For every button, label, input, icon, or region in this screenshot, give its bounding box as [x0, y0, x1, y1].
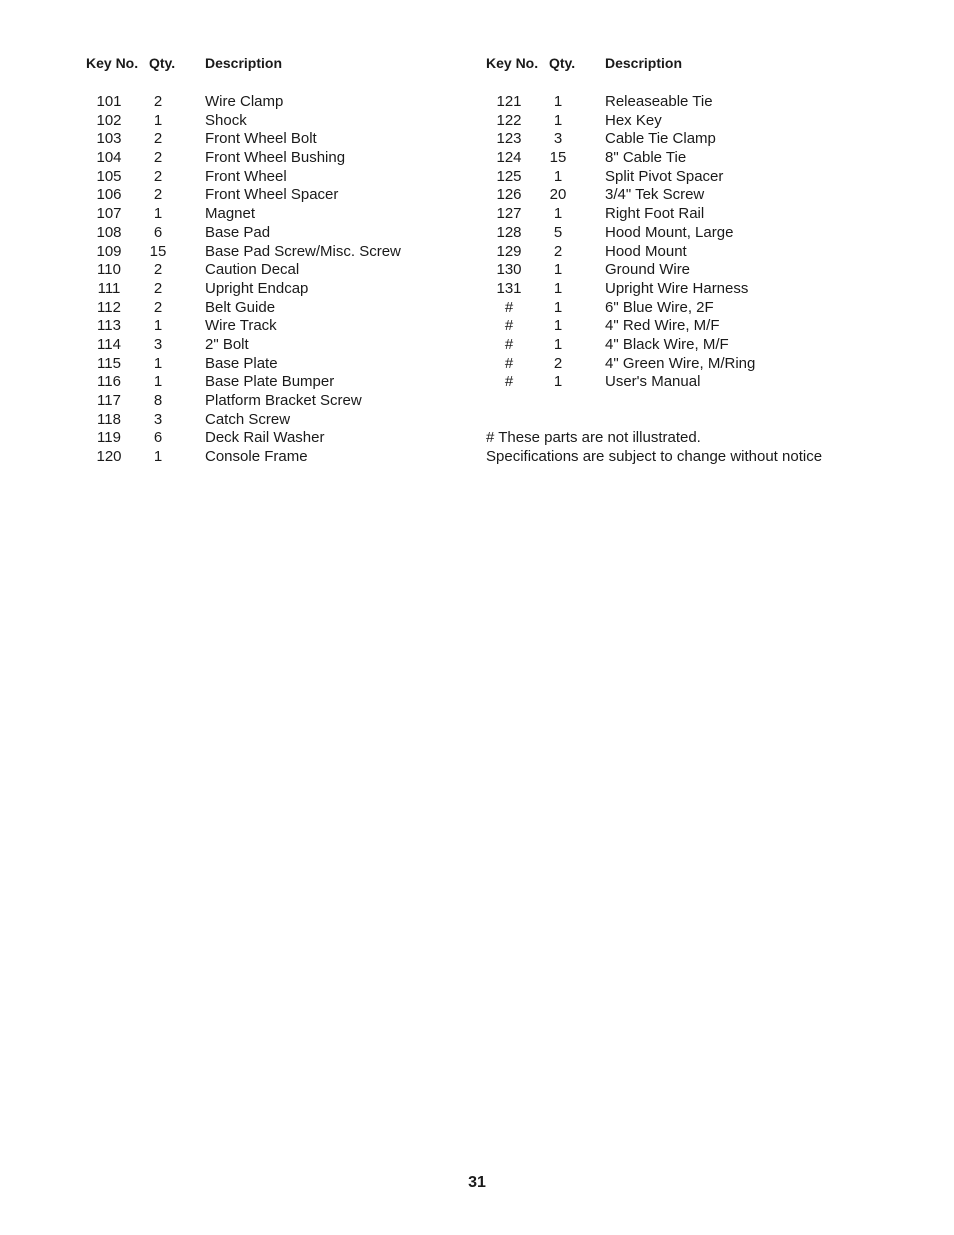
part-qty: 2	[553, 242, 563, 260]
part-description: 4" Green Wire, M/Ring	[605, 354, 756, 372]
part-key-no: 125	[496, 167, 522, 185]
part-description: Upright Wire Harness	[605, 279, 749, 297]
part-qty: 1	[553, 261, 563, 279]
part-qty: 1	[153, 317, 163, 335]
part-key-no: 116	[97, 373, 121, 391]
part-description: Right Foot Rail	[605, 205, 705, 223]
part-qty: 8	[153, 392, 163, 409]
part-key-no: 117	[97, 392, 121, 409]
part-qty: 6	[153, 429, 163, 447]
part-qty: 1	[553, 111, 563, 129]
part-qty: 20	[549, 186, 567, 204]
part-qty: 2	[153, 93, 163, 110]
part-key-no: 129	[496, 242, 522, 260]
part-key-no: #	[504, 354, 514, 372]
header-key-no: Key No.	[86, 55, 139, 71]
part-key-no: 105	[96, 167, 122, 185]
part-qty: 2	[153, 130, 163, 148]
part-description: Upright Endcap	[205, 279, 309, 297]
part-description: 4" Black Wire, M/F	[605, 335, 729, 353]
part-key-no: 126	[496, 186, 522, 204]
part-description: Ground Wire	[605, 261, 691, 279]
part-description: Platform Bracket Screw	[205, 392, 362, 409]
part-description: Split Pivot Spacer	[605, 167, 724, 185]
part-description: 3/4" Tek Screw	[605, 186, 705, 204]
note-spec-change: Specifications are subject to change without notice	[486, 447, 823, 465]
part-qty: 1	[553, 373, 563, 391]
part-key-no: 131	[496, 279, 522, 297]
part-key-no: 107	[96, 205, 122, 223]
header-qty: Qty.	[549, 55, 576, 71]
header-description: Description	[205, 55, 283, 71]
header-description: Description	[605, 55, 683, 71]
part-description: Base Pad Screw/Misc. Screw	[205, 242, 401, 260]
part-qty: 1	[553, 279, 563, 297]
part-qty: 5	[553, 223, 563, 241]
part-description: Front Wheel Bolt	[205, 130, 317, 148]
part-qty: 1	[553, 335, 563, 353]
part-description: 4" Red Wire, M/F	[605, 317, 720, 335]
part-qty: 2	[153, 149, 163, 167]
part-description: Hood Mount, Large	[605, 223, 734, 241]
part-key-no: 120	[96, 448, 122, 466]
part-description: Magnet	[205, 205, 256, 223]
part-description: 8" Cable Tie	[605, 149, 687, 167]
part-description: Wire Clamp	[205, 93, 284, 110]
part-qty: 2	[153, 279, 163, 297]
part-key-no: #	[504, 373, 514, 391]
part-key-no: 102	[96, 111, 122, 129]
part-qty: 2	[153, 167, 163, 185]
part-qty: 6	[153, 223, 163, 241]
part-description: Hood Mount	[605, 242, 687, 260]
part-description: Wire Track	[205, 317, 277, 335]
part-key-no: 108	[96, 223, 122, 241]
header-qty: Qty.	[149, 55, 176, 71]
part-description: Hex Key	[605, 111, 662, 129]
part-qty: 2	[153, 298, 163, 316]
part-description: Base Plate Bumper	[205, 373, 335, 391]
part-qty: 1	[553, 167, 563, 185]
part-key-no: 115	[97, 354, 121, 372]
part-key-no: 104	[96, 149, 122, 167]
page-number: 31	[468, 1174, 486, 1191]
part-qty: 1	[553, 298, 563, 316]
part-description: Base Plate	[205, 354, 278, 372]
part-description: Deck Rail Washer	[205, 429, 325, 447]
part-description: Catch Screw	[205, 410, 291, 428]
part-key-no: 109	[96, 242, 122, 260]
part-description: Front Wheel	[205, 167, 287, 185]
part-description: Console Frame	[205, 448, 308, 466]
part-key-no: 128	[496, 223, 522, 241]
part-qty: 1	[153, 448, 163, 466]
note-not-illustrated: # These parts are not illustrated.	[486, 429, 701, 446]
part-description: Front Wheel Bushing	[205, 149, 346, 167]
part-key-no: 124	[496, 149, 522, 167]
part-key-no: 112	[97, 298, 121, 316]
part-key-no: 101	[96, 93, 122, 110]
part-key-no: 110	[97, 261, 121, 279]
part-key-no: 127	[496, 205, 522, 223]
part-qty: 15	[149, 242, 167, 260]
part-qty: 1	[153, 205, 163, 223]
part-description: Caution Decal	[205, 261, 300, 279]
part-qty: 15	[549, 149, 567, 167]
part-description: 2" Bolt	[205, 335, 249, 353]
part-qty: 1	[153, 354, 163, 372]
part-description: Shock	[205, 111, 247, 129]
part-key-no: 123	[496, 130, 522, 148]
part-qty: 1	[553, 93, 563, 110]
notes	[486, 429, 822, 466]
part-key-no: 103	[96, 130, 122, 148]
part-key-no: 121	[496, 93, 522, 110]
part-key-no: 119	[97, 429, 121, 447]
header-key-no: Key No.	[486, 55, 539, 71]
part-key-no: #	[504, 317, 514, 335]
part-qty: 3	[153, 335, 163, 353]
part-key-no: #	[504, 335, 514, 353]
part-key-no: 114	[97, 335, 121, 353]
part-key-no: 113	[97, 317, 121, 335]
part-qty: 1	[153, 111, 163, 129]
part-key-no: 111	[97, 279, 121, 297]
part-qty: 1	[553, 317, 563, 335]
part-qty: 2	[553, 354, 563, 372]
part-description: User's Manual	[605, 373, 701, 391]
part-description: Front Wheel Spacer	[205, 186, 339, 204]
part-description: 6" Blue Wire, 2F	[605, 298, 714, 316]
part-key-no: 122	[496, 111, 522, 129]
part-qty: 2	[153, 261, 163, 279]
part-qty: 1	[553, 205, 563, 223]
part-qty: 3	[153, 410, 163, 428]
part-description: Base Pad	[205, 223, 271, 241]
part-description: Cable Tie Clamp	[605, 130, 716, 148]
part-qty: 3	[553, 130, 563, 148]
part-description: Releaseable Tie	[605, 93, 713, 110]
part-qty: 1	[153, 373, 163, 391]
part-qty: 2	[153, 186, 163, 204]
part-key-no: 106	[96, 186, 122, 204]
part-key-no: 130	[496, 261, 522, 279]
part-key-no: #	[504, 298, 514, 316]
part-key-no: 118	[97, 410, 121, 428]
part-description: Belt Guide	[205, 298, 276, 316]
